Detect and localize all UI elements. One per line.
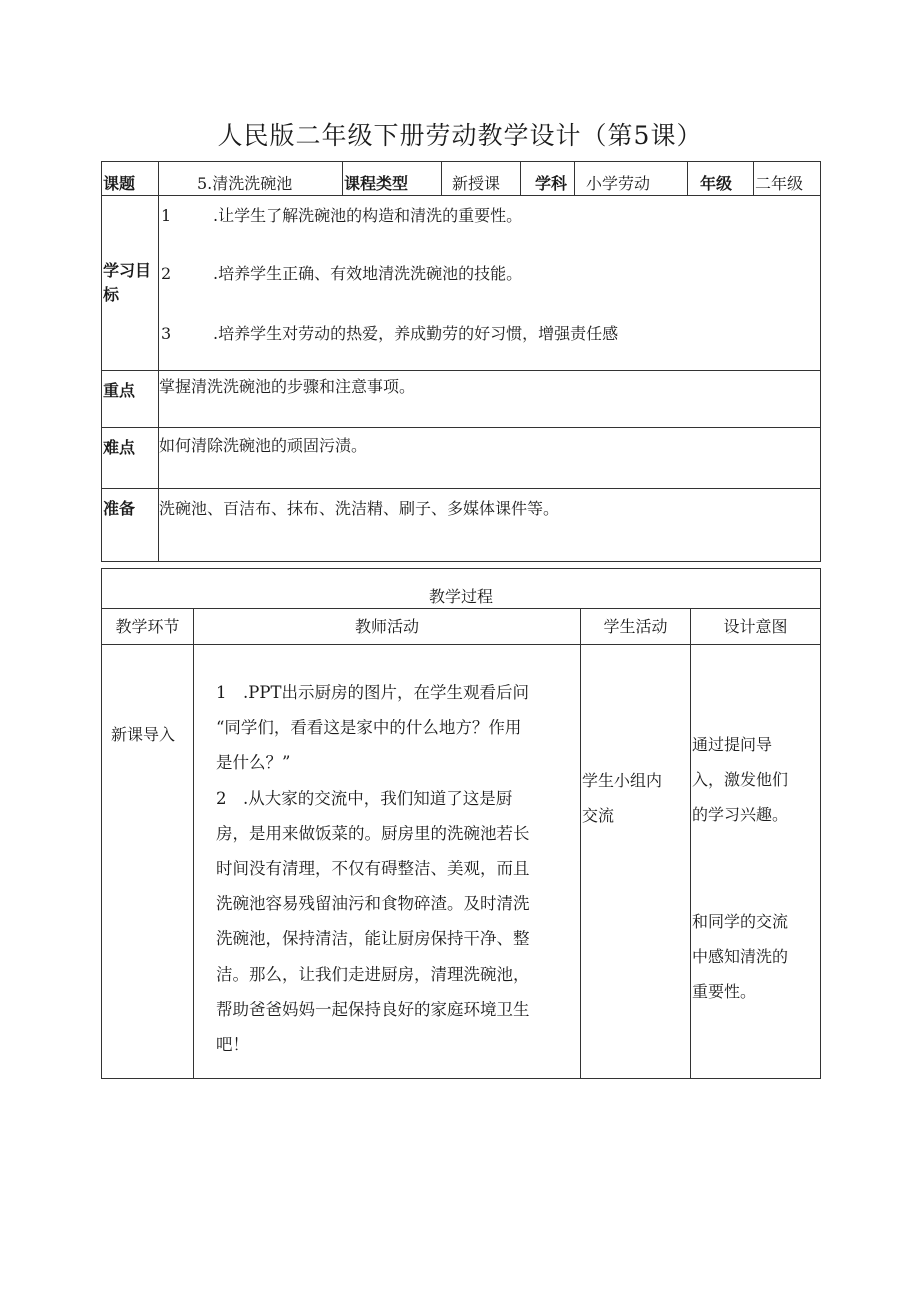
teacher-line: 洁。那么，让我们走进厨房，清理洗碗池，	[216, 964, 530, 984]
key-point-value: 掌握清洗洗碗池的步骤和注意事项。	[159, 371, 821, 428]
key-point-label: 重点	[102, 371, 159, 428]
process-title: 教学过程	[102, 569, 821, 609]
objective-number: 3	[161, 324, 172, 343]
teacher-line: 1 .PPT出示厨房的图片，在学生观看后问	[216, 683, 529, 702]
objective-text: .培养学生对劳动的热爱，养成勤劳的好习惯，增强责任感	[213, 324, 619, 343]
grade-value: 二年级	[754, 162, 821, 196]
teacher-line: 房，是用来做饭菜的。厨房里的洗碗池若长	[216, 823, 530, 843]
difficulty-value: 如何清除洗碗池的顽固污渍。	[159, 428, 821, 489]
student-activity-cell	[581, 645, 691, 1079]
objective-number: 2	[161, 264, 172, 283]
intent-line: 的学习兴趣。	[692, 805, 789, 824]
header-teacher-activity: 教师活动	[194, 609, 581, 645]
objectives-list	[159, 196, 821, 371]
topic-value: 5.清洗洗碗池	[159, 162, 343, 196]
objectives-label: 学习目标	[102, 196, 159, 371]
teacher-line: 时间没有清理，不仅有碍整洁、美观，而且	[216, 859, 530, 879]
preparation-label: 准备	[102, 489, 159, 562]
teacher-line: “同学们，看看这是家中的什么地方？作用	[216, 718, 522, 738]
grade-label: 年级	[688, 162, 754, 196]
document-title: 人民版二年级下册劳动教学设计（第5课）	[217, 121, 703, 150]
teacher-line: 2 .从大家的交流中，我们知道了这是厨	[216, 788, 513, 808]
objective-item	[159, 254, 820, 312]
intent-line: 中感知清洗的	[692, 947, 789, 966]
intent-line: 和同学的交流	[692, 912, 789, 931]
preparation-value: 洗碗池、百洁布、抹布、洗洁精、刷子、多媒体课件等。	[159, 489, 821, 562]
intent-line: 通过提问导	[692, 735, 773, 754]
lesson-info-table	[101, 161, 821, 562]
teacher-line: 是什么？”	[216, 753, 291, 773]
objective-item	[159, 312, 820, 370]
topic-label: 课题	[102, 162, 159, 196]
spacer	[692, 832, 820, 904]
difficulty-label: 难点	[102, 428, 159, 489]
course-type-value: 新授课	[442, 162, 521, 196]
header-student-activity: 学生活动	[581, 609, 691, 645]
header-stage: 教学环节	[102, 609, 194, 645]
design-intent-cell	[691, 645, 821, 1079]
student-line: 学生小组内	[582, 771, 663, 790]
teacher-line: 洗碗池，保持清洁，能让厨房保持干净、整	[216, 929, 530, 949]
intent-line: 入，激发他们	[692, 770, 789, 789]
course-type-label: 课程类型	[343, 162, 442, 196]
teacher-line: 帮助爸爸妈妈一起保持良好的家庭环境卫生	[216, 999, 530, 1019]
header-design-intent: 设计意图	[691, 609, 821, 645]
objective-text: .培养学生正确、有效地清洗洗碗池的技能。	[213, 264, 523, 283]
objective-number: 1	[161, 206, 172, 225]
teacher-line: 吧！	[216, 1035, 249, 1055]
objective-text: .让学生了解洗碗池的构造和清洗的重要性。	[213, 206, 523, 225]
teacher-activity-cell	[194, 645, 581, 1079]
teaching-process-table	[101, 568, 821, 1079]
teacher-line: 洗碗池容易残留油污和食物碎渣。及时清洗	[216, 894, 530, 914]
objective-item	[159, 196, 820, 254]
subject-value: 小学劳动	[575, 162, 688, 196]
intent-line: 重要性。	[692, 982, 757, 1001]
subject-label: 学科	[521, 162, 575, 196]
stage-cell: 新课导入	[102, 645, 194, 1079]
student-line: 交流	[582, 806, 615, 825]
